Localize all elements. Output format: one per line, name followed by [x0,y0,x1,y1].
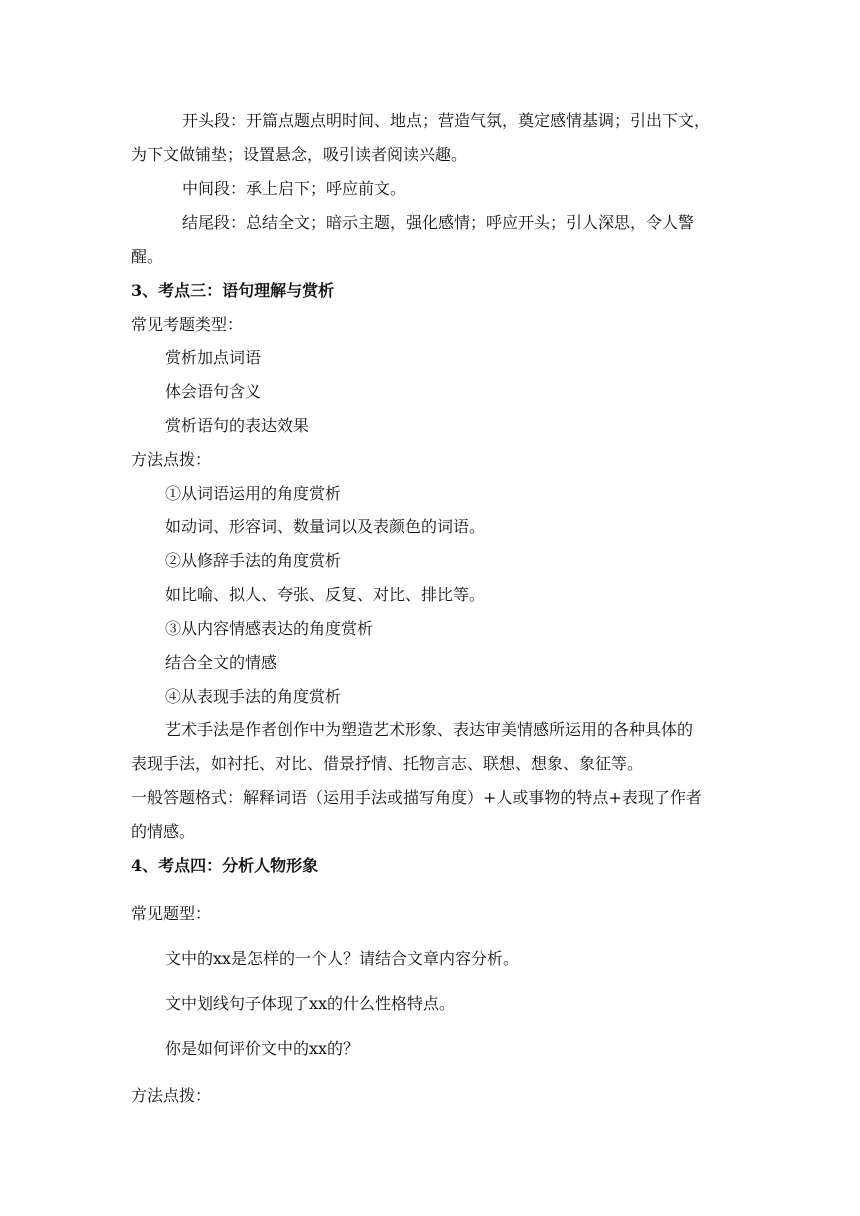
opening-paragraph-line-1: 开头段：开篇点题点明时间、地点；营造气氛，奠定感情基调；引出下文， [182,111,711,130]
question-type-item: 赏析语句的表达效果 [165,416,310,435]
section-3-heading: 3、考点三：语句理解与赏析 [131,281,335,300]
method-item: ③从内容情感表达的角度赏析 [165,619,374,638]
question-type-item: 体会语句含义 [165,382,262,401]
opening-paragraph-line-2: 为下文做铺垫；设置悬念，吸引读者阅读兴趣。 [131,145,468,164]
method-item: ④从表现手法的角度赏析 [165,687,342,706]
ending-paragraph-line-2: 醒。 [131,247,164,266]
method-label: 方法点拨： [131,450,212,469]
question-type-item: 文中划线句子体现了xx的什么性格特点。 [165,994,456,1013]
answer-format-line-2: 的情感。 [131,822,196,841]
method-item: ①从词语运用的角度赏析 [165,484,342,503]
middle-paragraph-line: 中间段：承上启下；呼应前文。 [182,179,407,198]
method-detail: 如动词、形容词、数量词以及表颜色的词语。 [165,517,486,536]
question-type-item: 文中的xx是怎样的一个人？请结合文章内容分析。 [165,949,520,968]
question-type-item: 赏析加点词语 [165,348,262,367]
method-label: 方法点拨： [131,1086,212,1105]
question-types-label: 常见题型： [131,904,212,923]
method-detail: 结合全文的情感 [165,653,278,672]
method-detail: 如比喻、拟人、夸张、反复、对比、排比等。 [165,585,486,604]
answer-format-line-1: 一般答题格式：解释词语（运用手法或描写角度）+人或事物的特点+表现了作者 [131,788,702,807]
method-item: ②从修辞手法的角度赏析 [165,551,342,570]
question-types-label: 常见考题类型： [131,315,244,334]
question-type-item: 你是如何评价文中的xx的？ [165,1039,360,1058]
section-4-heading: 4、考点四：分析人物形象 [131,856,319,875]
method-detail-line-2: 表现手法，如衬托、对比、借景抒情、托物言志、联想、想象、象征等。 [131,754,644,773]
ending-paragraph-line-1: 结尾段：总结全文；暗示主题，强化感情；呼应开头；引人深思，令人警 [182,213,695,232]
method-detail-line-1: 艺术手法是作者创作中为塑造艺术形象、表达审美情感所运用的各种具体的 [165,720,694,739]
